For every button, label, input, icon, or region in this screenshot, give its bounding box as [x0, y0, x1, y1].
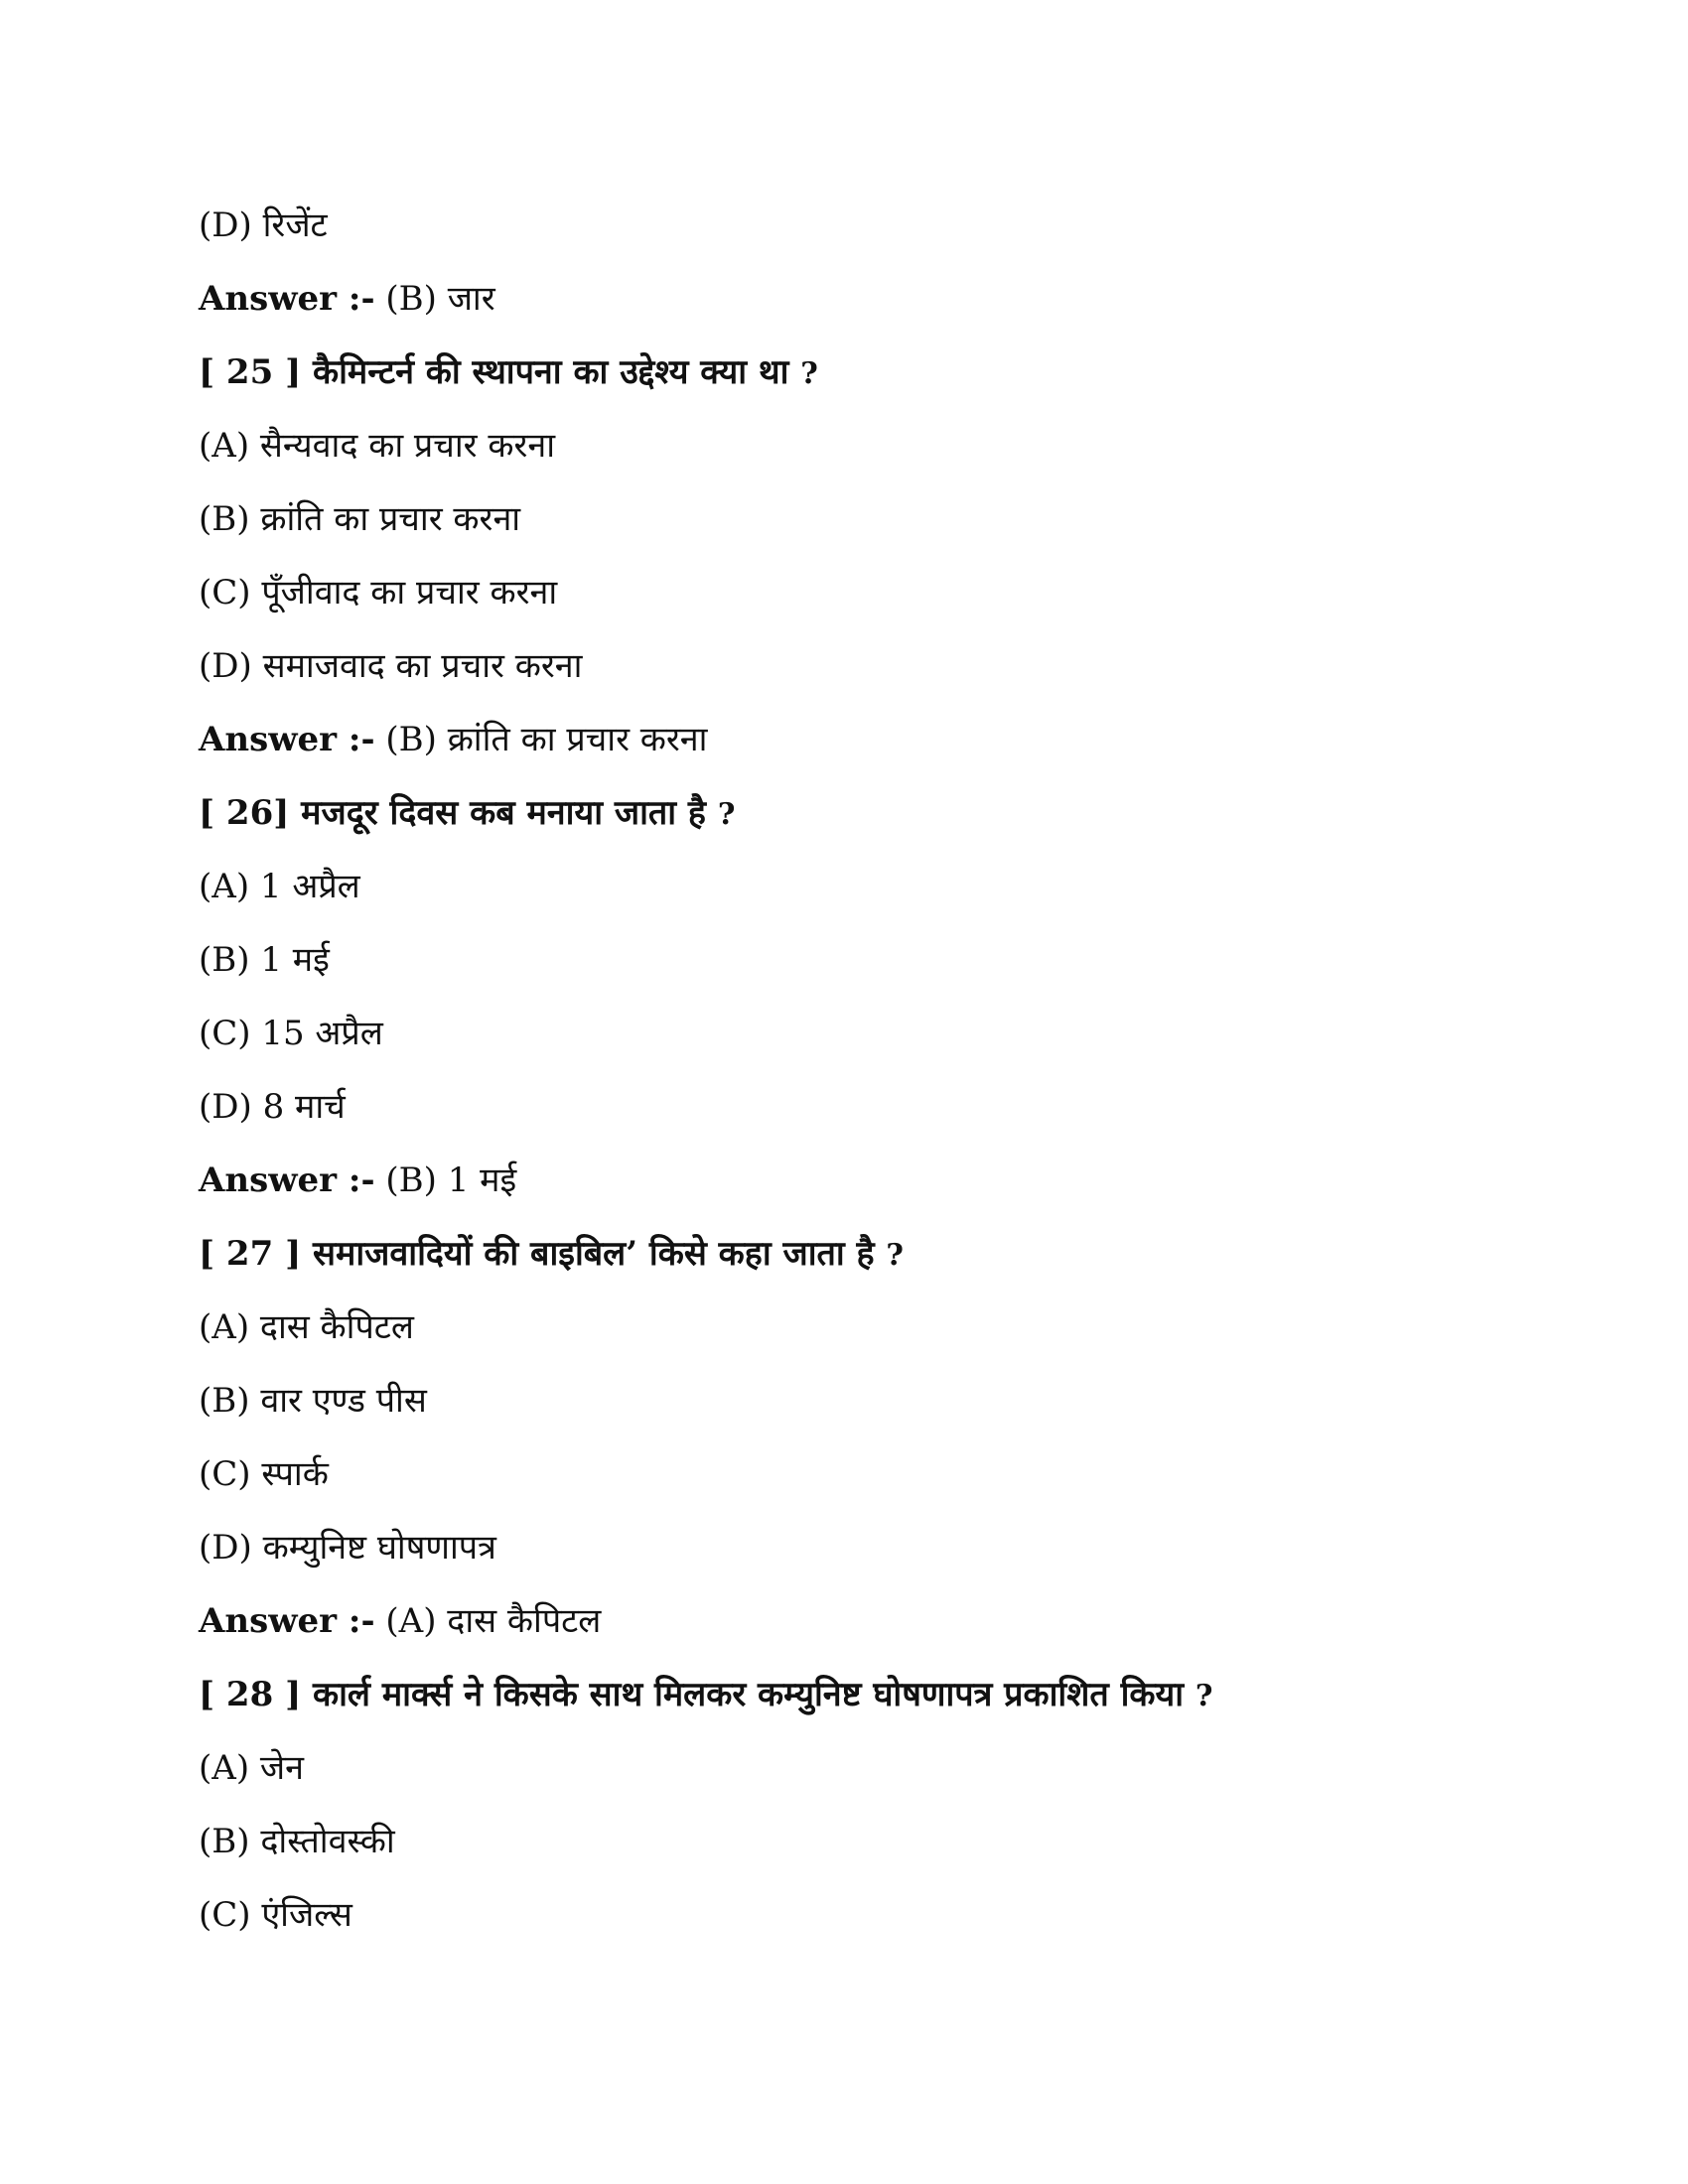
option-label: (C) — [199, 1895, 251, 1935]
option-line — [199, 1811, 1509, 1884]
option-text: जेन — [259, 1748, 305, 1788]
option-line — [199, 1370, 1509, 1443]
question-mark: ? — [717, 797, 736, 832]
option-text: क्रांति का प्रचार करना — [260, 499, 521, 539]
option-line — [199, 1297, 1509, 1370]
answer-line — [199, 709, 1509, 782]
question-number: [ 27 ] — [199, 1234, 302, 1274]
question-text: कार्ल मार्क्स ने किसके साथ मिलकर कम्युनिष्ट घोषणापत्र प्रकाशित किया — [313, 1675, 1185, 1714]
option-label: (A) — [199, 867, 250, 906]
question-mark: ? — [886, 1238, 904, 1273]
option-text: स्पार्क — [261, 1454, 329, 1494]
answer-line — [199, 1150, 1509, 1223]
option-label: (D) — [199, 1087, 252, 1127]
option-text: कम्युनिष्ट घोषणापत्र — [262, 1528, 496, 1568]
option-text: 1 मई — [260, 940, 330, 980]
option-label: (D) — [199, 1528, 252, 1568]
answer-label: Answer :- — [199, 279, 375, 319]
option-line — [199, 1517, 1509, 1590]
option-label: (C) — [199, 573, 251, 613]
question-mark: ? — [1195, 1679, 1213, 1713]
option-label: (B) — [199, 1822, 250, 1861]
option-line — [199, 562, 1509, 635]
option-line — [199, 195, 1509, 268]
option-line — [199, 1003, 1509, 1076]
question-text: कैमिन्टर्न की स्थापना का उद्देश्य क्या था — [313, 352, 789, 392]
question-line — [199, 1664, 1509, 1737]
option-line — [199, 1737, 1509, 1811]
answer-text: (B) क्रांति का प्रचार करना — [385, 720, 708, 759]
option-text: सैन्यवाद का प्रचार करना — [259, 426, 556, 466]
question-mark: ? — [800, 356, 818, 391]
option-label: (B) — [199, 499, 250, 539]
question-line — [199, 782, 1509, 856]
option-text: एंजिल्स — [261, 1895, 352, 1935]
question-line — [199, 1223, 1509, 1297]
option-line — [199, 415, 1509, 488]
option-text: समाजवाद का प्रचार करना — [262, 646, 583, 686]
option-text: वार एण्ड पीस — [260, 1381, 427, 1421]
option-label: (C) — [199, 1014, 251, 1053]
option-text: 15 अप्रैल — [261, 1014, 383, 1053]
option-label: (D) — [199, 646, 252, 686]
option-label: (C) — [199, 1454, 251, 1494]
option-text: 8 मार्च — [262, 1087, 346, 1127]
option-text: दास कैपिटल — [259, 1307, 414, 1347]
option-line — [199, 1076, 1509, 1150]
question-text: मजदूर दिवस कब मनाया जाता है — [301, 793, 706, 833]
option-line — [199, 1884, 1509, 1958]
option-label: (B) — [199, 1381, 250, 1421]
answer-label: Answer :- — [199, 1601, 375, 1641]
option-label: (A) — [199, 426, 250, 466]
question-text: समाजवादियों की बाइबिल’ किसे कहा जाता है — [313, 1234, 875, 1274]
option-text: 1 अप्रैल — [259, 867, 360, 906]
option-text: पूँजीवाद का प्रचार करना — [261, 573, 558, 613]
answer-text: (A) दास कैपिटल — [385, 1601, 602, 1641]
question-number: [ 25 ] — [199, 352, 302, 392]
answer-label: Answer :- — [199, 1160, 375, 1200]
answer-line — [199, 268, 1509, 341]
option-label: (D) — [199, 205, 252, 245]
answer-text: (B) 1 मई — [385, 1160, 517, 1200]
option-text: दोस्तोवस्की — [260, 1822, 395, 1861]
question-number: [ 28 ] — [199, 1675, 302, 1714]
option-label: (A) — [199, 1748, 250, 1788]
option-line — [199, 929, 1509, 1003]
option-label: (B) — [199, 940, 250, 980]
answer-line — [199, 1590, 1509, 1664]
option-line — [199, 856, 1509, 929]
option-line — [199, 488, 1509, 562]
option-text: रिजेंट — [262, 205, 328, 245]
answer-text: (B) जार — [385, 279, 495, 319]
question-list — [199, 195, 1509, 1958]
question-line — [199, 341, 1509, 415]
option-label: (A) — [199, 1307, 250, 1347]
question-number: [ 26] — [199, 793, 290, 833]
option-line — [199, 1443, 1509, 1517]
option-line — [199, 635, 1509, 709]
answer-label: Answer :- — [199, 720, 375, 759]
